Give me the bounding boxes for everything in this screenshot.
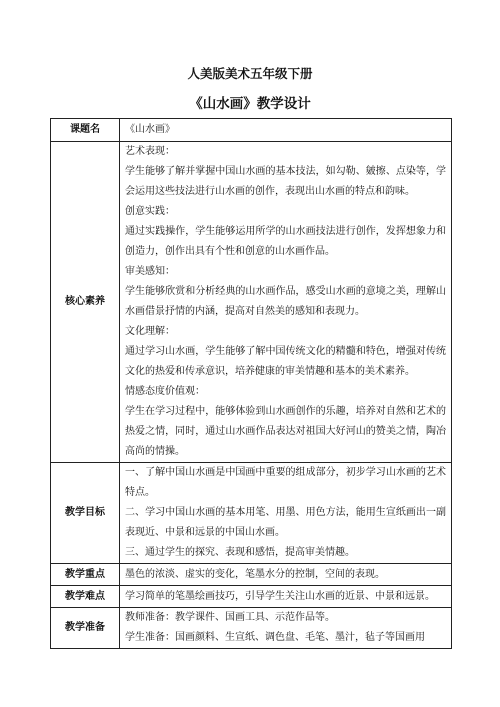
preparation-student: 学生准备：国画颜料、生宣纸、调色盘、毛笔、墨汁，毡子等国画用 (125, 632, 425, 643)
table-row-key-points (51, 564, 452, 586)
goal-item: 一、了解中国山水画是中国画中重要的组成部分，初步学习山水画的艺术特点。 (125, 467, 446, 498)
literacy-heading-culture: 文化理解： (125, 326, 175, 337)
difficulties-value: 学习简单的笔墨绘画技巧，引导学生关注山水画的近景、中景和远景。 (120, 586, 452, 608)
course-value: 《山水画》 (120, 119, 452, 142)
goal-item: 二、学习中国山水画的基本用笔、用墨、用色方法，能用生宣纸画出一副表现近、中景和远景的中国山水画。 (125, 507, 446, 538)
document-subtitle: 《山水画》教学设计 (189, 96, 311, 112)
table-row-course (51, 119, 452, 142)
goals-content (120, 463, 452, 564)
preparation-label: 教学准备 (51, 608, 120, 649)
course-label: 课题名 (51, 119, 120, 142)
goals-label: 教学目标 (51, 463, 120, 564)
literacy-text-values: 学生在学习过程中，能够体验到山水画创作的乐趣，培养对自然和艺术的热爱之情，同时，通过山水画作品表达对祖国大好河山的赞美之情，陶冶高尚的情操。 (125, 406, 446, 457)
core-literacy-label: 核心素养 (51, 142, 120, 463)
preparation-content (120, 608, 452, 649)
table-row-difficulties (51, 586, 452, 608)
key-points-value: 墨色的浓淡、虚实的变化，笔墨水分的控制，空间的表现。 (120, 564, 452, 586)
literacy-heading-values: 情感态度价值观： (125, 386, 205, 397)
table-row-core-literacy (51, 142, 452, 463)
literacy-heading-expression: 艺术表现： (125, 146, 175, 157)
document-title: 人美版美术五年级下册 (187, 66, 313, 81)
table-row-preparation (51, 608, 452, 649)
literacy-heading-aesthetic: 审美感知： (125, 266, 175, 277)
literacy-text-expression: 学生能够了解并掌握中国山水画的基本技法，如勾勒、皴擦、点染等，学会运用这些技法进行山水画的创作，表现出山水画的特点和韵味。 (125, 166, 446, 197)
goal-item: 三、通过学生的探究、表现和感悟，提高审美情趣。 (125, 547, 355, 558)
core-literacy-content (120, 142, 452, 463)
preparation-teacher: 教师准备：教学课件、国画工具、示范作品等。 (125, 612, 335, 623)
difficulties-label: 教学难点 (51, 586, 120, 608)
literacy-heading-creativity: 创意实践： (125, 206, 175, 217)
key-points-label: 教学重点 (51, 564, 120, 586)
lesson-plan-table (50, 118, 452, 649)
literacy-text-aesthetic: 学生能够欣赏和分析经典的山水画作品，感受山水画的意境之美，理解山水画借景抒情的内涵，提高对自然美的感知和表现力。 (125, 286, 446, 317)
literacy-text-creativity: 通过实践操作，学生能够运用所学的山水画技法进行创作，发挥想象力和创造力，创作出具有个性和创意的山水画作品。 (125, 226, 446, 257)
literacy-text-culture: 通过学习山水画，学生能够了解中国传统文化的精髓和特色，增强对传统文化的热爱和传承意识，培养健康的审美情趣和基本的美术素养。 (125, 346, 446, 377)
table-row-goals (51, 463, 452, 564)
